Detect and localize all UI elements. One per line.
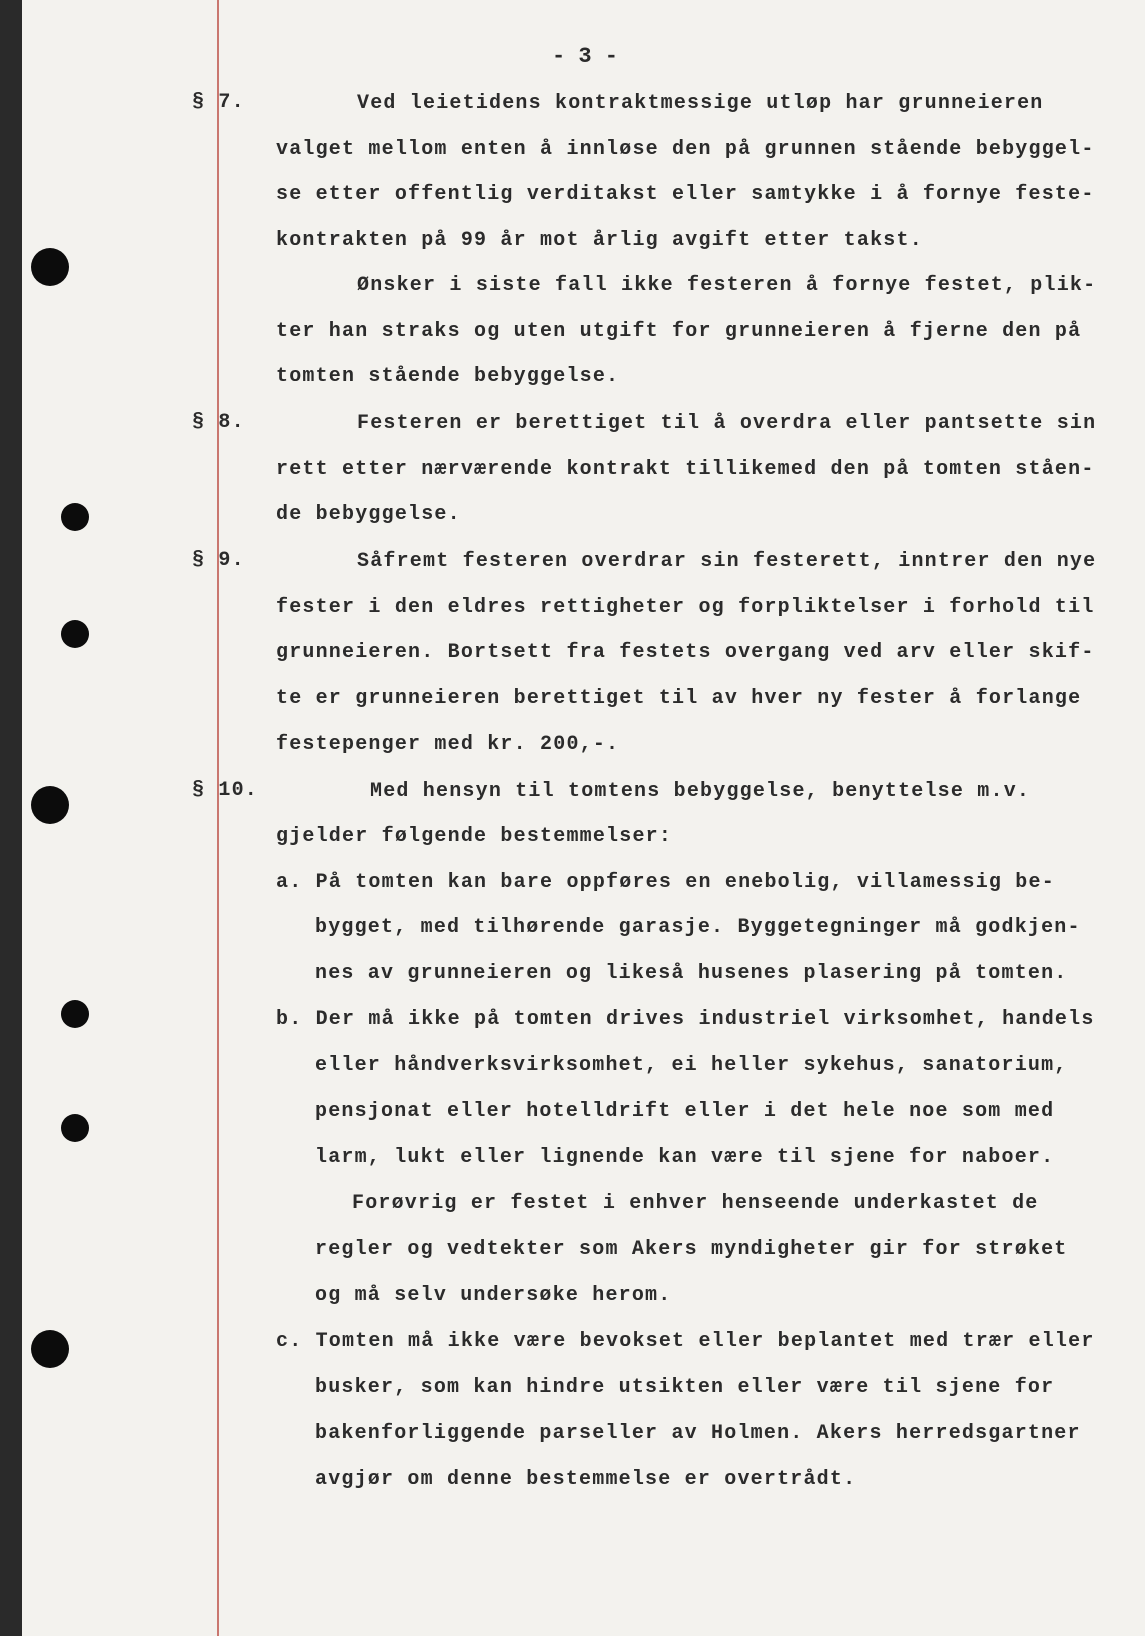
text-line: fester i den eldres rettigheter og forpliktelser i forhold til <box>276 596 1095 619</box>
section-marker-9: § 9. <box>192 549 245 572</box>
document-page <box>22 0 1145 1636</box>
text-line: se etter offentlig verditakst eller samtykke i å fornye feste- <box>276 183 1095 206</box>
text-line: c. Tomten må ikke være bevokset eller beplantet med trær eller <box>276 1330 1095 1353</box>
text-line: Ønsker i siste fall ikke festeren å fornye festet, plik- <box>357 274 1097 297</box>
text-line: busker, som kan hindre utsikten eller være til sjene for <box>315 1376 1055 1399</box>
text-line: bakenforliggende parseller av Holmen. Akers herredsgartner <box>315 1422 1081 1445</box>
text-line: te er grunneieren berettiget til av hver ny fester å forlange <box>276 687 1082 710</box>
section-marker-7: § 7. <box>192 91 245 114</box>
text-line: tomten stående bebyggelse. <box>276 365 620 388</box>
text-line: eller håndverksvirksomhet, ei heller sykehus, sanatorium, <box>315 1054 1068 1077</box>
punch-hole <box>31 786 69 824</box>
text-line: Med hensyn til tomtens bebyggelse, benyttelse m.v. <box>370 780 1031 803</box>
punch-hole <box>31 1330 69 1368</box>
text-line: b. Der må ikke på tomten drives industriel virksomhet, handels <box>276 1008 1095 1031</box>
punch-hole <box>31 248 69 286</box>
text-line: ter han straks og uten utgift for grunneieren å fjerne den på <box>276 320 1082 343</box>
margin-rule <box>217 0 219 1636</box>
punch-hole <box>61 1114 89 1142</box>
text-line: kontrakten på 99 år mot årlig avgift etter takst. <box>276 229 923 252</box>
text-line: de bebyggelse. <box>276 503 461 526</box>
text-line: nes av grunneieren og likeså husenes plasering på tomten. <box>315 962 1068 985</box>
section-marker-10: § 10. <box>192 779 259 802</box>
text-line: Såfremt festeren overdrar sin festerett, inntrer den nye <box>357 550 1097 573</box>
text-line: Ved leietidens kontraktmessige utløp har grunneieren <box>357 92 1044 115</box>
page-number: - 3 - <box>552 44 619 69</box>
text-line: grunneieren. Bortsett fra festets overgang ved arv eller skif- <box>276 641 1095 664</box>
punch-hole <box>61 1000 89 1028</box>
text-line: pensjonat eller hotelldrift eller i det hele noe som med <box>315 1100 1055 1123</box>
text-line: regler og vedtekter som Akers myndigheter gir for strøket <box>315 1238 1068 1261</box>
text-line: Forøvrig er festet i enhver henseende underkastet de <box>352 1192 1039 1215</box>
text-line: valget mellom enten å innløse den på grunnen stående bebyggel- <box>276 138 1095 161</box>
text-line: festepenger med kr. 200,-. <box>276 733 620 756</box>
text-line: avgjør om denne bestemmelse er overtrådt. <box>315 1468 857 1491</box>
text-line: gjelder følgende bestemmelser: <box>276 825 673 848</box>
text-line: Festeren er berettiget til å overdra eller pantsette sin <box>357 412 1097 435</box>
text-line: larm, lukt eller lignende kan være til sjene for naboer. <box>315 1146 1055 1169</box>
punch-hole <box>61 503 89 531</box>
section-marker-8: § 8. <box>192 411 245 434</box>
punch-hole <box>61 620 89 648</box>
text-line: og må selv undersøke herom. <box>315 1284 672 1307</box>
text-line: a. På tomten kan bare oppføres en enebolig, villamessig be- <box>276 871 1055 894</box>
text-line: rett etter nærværende kontrakt tillikemed den på tomten ståen- <box>276 458 1095 481</box>
text-line: bygget, med tilhørende garasje. Byggetegninger må godkjen- <box>315 916 1081 939</box>
